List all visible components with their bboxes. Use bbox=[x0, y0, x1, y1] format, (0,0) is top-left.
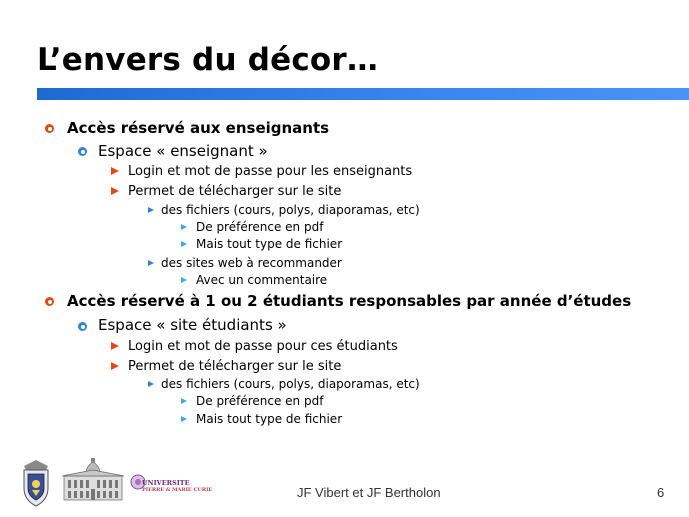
bullet-level4: De préférence en pdf bbox=[196, 394, 324, 408]
red-triangle-bullet-icon bbox=[111, 342, 119, 350]
bullet-level2: Permet de télécharger sur le site bbox=[128, 359, 342, 374]
bullet-level0: Accès réservé à 1 ou 2 étudiants responsables par année d’études bbox=[67, 292, 632, 310]
bullet-level0: Accès réservé aux enseignants bbox=[67, 119, 330, 137]
cyan-triangle-bullet-icon bbox=[181, 398, 187, 404]
bullet-level4: Mais tout type de fichier bbox=[196, 412, 343, 426]
title-underline-bar bbox=[37, 88, 689, 100]
page-number: 6 bbox=[657, 485, 665, 500]
slide-title: L’envers du décor… bbox=[37, 42, 379, 78]
bullet-level4: Avec un commentaire bbox=[196, 273, 328, 287]
blue-triangle-bullet-icon bbox=[148, 260, 154, 266]
blue-triangle-bullet-icon bbox=[148, 207, 154, 213]
red-ring-bullet-icon bbox=[45, 297, 54, 306]
blue-triangle-bullet-icon bbox=[148, 381, 154, 387]
bullet-level1: Espace « enseignant » bbox=[98, 142, 268, 160]
bullet-level2: Permet de télécharger sur le site bbox=[128, 184, 342, 199]
bullet-level2: Login et mot de passe pour les enseignants bbox=[128, 164, 413, 179]
bullet-level2: Login et mot de passe pour ces étudiants bbox=[128, 339, 398, 354]
red-triangle-bullet-icon bbox=[111, 362, 119, 370]
cyan-triangle-bullet-icon bbox=[181, 241, 187, 247]
cyan-triangle-bullet-icon bbox=[181, 224, 187, 230]
university-logo-text: UNIVERSITE PIERRE & MARIE CURIE bbox=[142, 479, 213, 493]
red-ring-bullet-icon bbox=[45, 124, 54, 133]
cyan-triangle-bullet-icon bbox=[181, 277, 187, 283]
bullet-level3: des fichiers (cours, polys, diaporamas, etc) bbox=[161, 203, 420, 217]
building-logo-icon bbox=[60, 458, 126, 504]
bullet-level3: des sites web à recommander bbox=[161, 256, 342, 270]
bullet-level4: De préférence en pdf bbox=[196, 220, 324, 234]
bullet-level1: Espace « site étudiants » bbox=[98, 316, 287, 334]
red-triangle-bullet-icon bbox=[111, 167, 119, 175]
footer-authors: JF Vibert et JF Bertholon bbox=[297, 485, 441, 500]
bullet-level4: Mais tout type de fichier bbox=[196, 237, 343, 251]
blue-ring-bullet-icon bbox=[78, 147, 87, 156]
bullet-level3: des fichiers (cours, polys, diaporamas, etc) bbox=[161, 377, 420, 391]
cyan-triangle-bullet-icon bbox=[181, 416, 187, 422]
red-triangle-bullet-icon bbox=[111, 187, 119, 195]
blue-ring-bullet-icon bbox=[78, 322, 87, 331]
crest-logo-icon bbox=[18, 458, 54, 508]
